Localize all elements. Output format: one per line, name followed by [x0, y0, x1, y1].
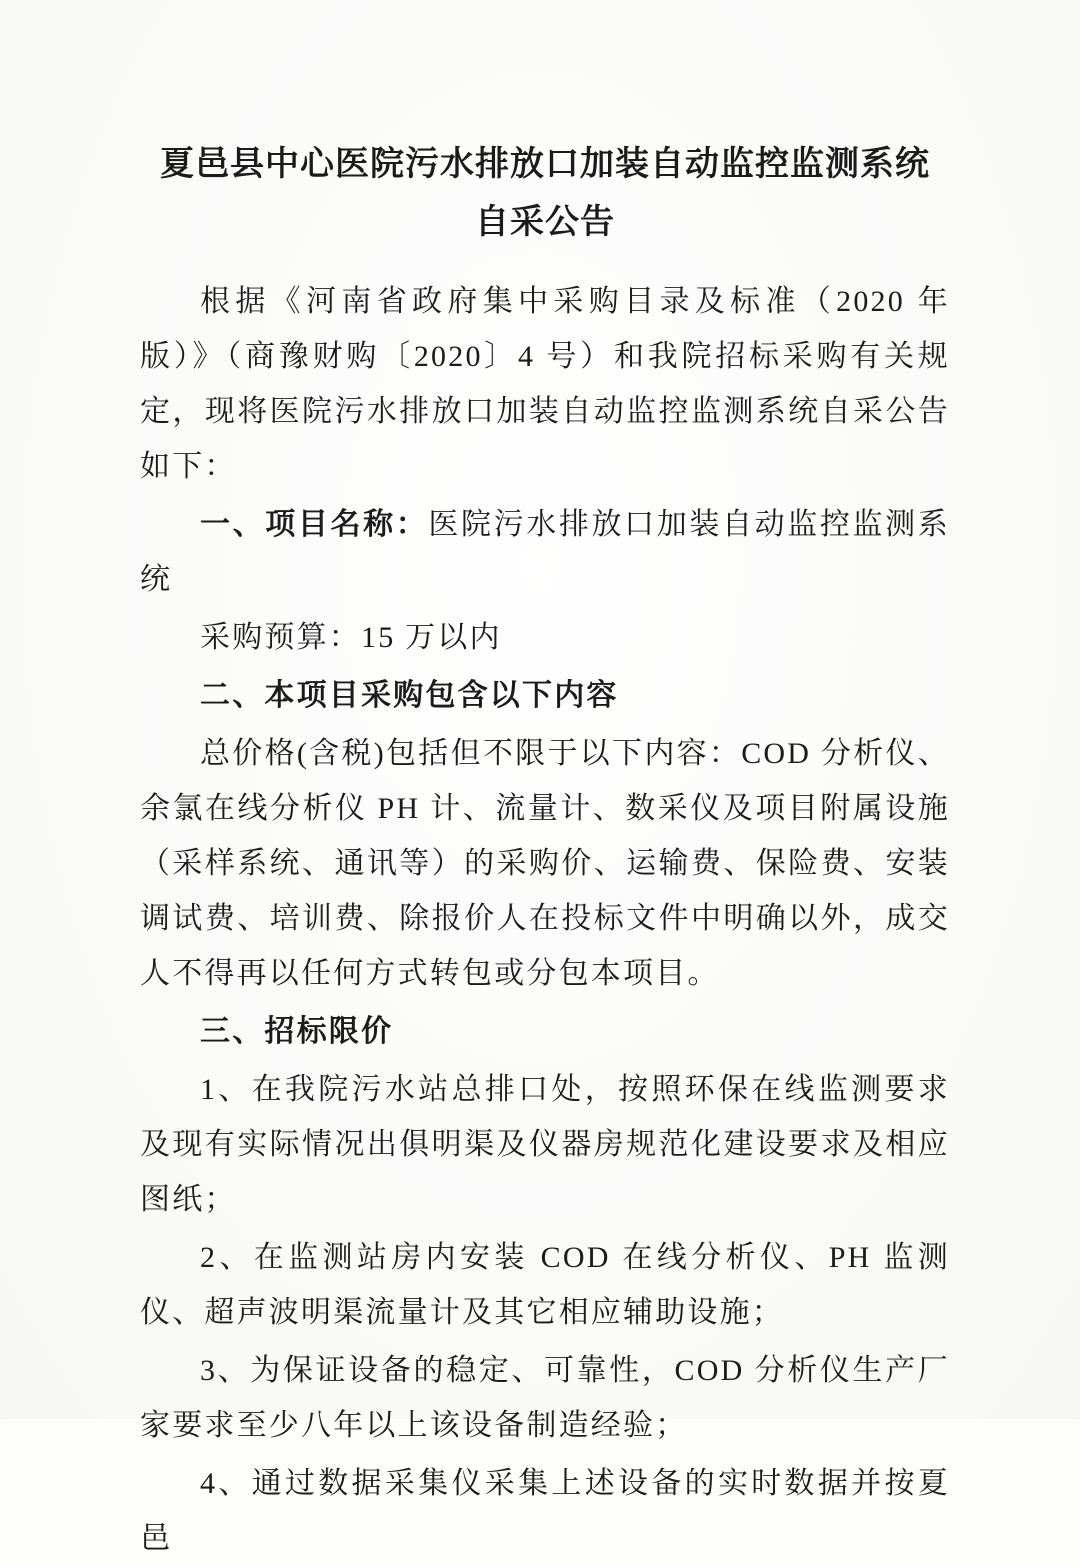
paragraph	[140, 1230, 950, 1340]
paragraph	[140, 1456, 950, 1566]
paragraph-heading-text: 一、项目名称：	[200, 508, 429, 541]
paragraph-text: 4、通过数据采集仪采集上述设备的实时数据并按夏邑	[140, 1467, 950, 1555]
paragraph-text: 1、在我院污水站总排口处，按照环保在线监测要求及现有实际情况出俱明渠及仪器房规范化建设要求及相应图纸；	[140, 1073, 950, 1216]
paragraph	[140, 1004, 950, 1059]
paragraph	[140, 497, 950, 607]
paragraph-text: 医院污水排放口加装自动监控监测系统	[140, 508, 950, 596]
paragraph	[140, 1062, 950, 1227]
paragraph-text: 总价格(含税)包括但不限于以下内容：COD 分析仪、余氯在线分析仪 PH 计、流量计、数采仪及项目附属设施（采样系统、通讯等）的采购价、运输费、保险费、安装调试费、培训费、除报价人在投标文件中明确以外，成交人不得再以任何方式转包或分包本项目。	[140, 737, 950, 990]
paragraph-text: 采购预算：15 万以内	[200, 621, 502, 654]
paragraph	[140, 726, 950, 1001]
document-title-line1: 夏邑县中心医院污水排放口加装自动监控监测系统	[160, 146, 930, 183]
paragraph-heading-text: 二、本项目采购包含以下内容	[200, 679, 619, 712]
paragraph-text: 2、在监测站房内安装 COD 在线分析仪、PH 监测仪、超声波明渠流量计及其它相应辅助设施；	[140, 1241, 950, 1329]
paragraph-heading-text: 三、招标限价	[200, 1015, 394, 1048]
paragraph	[140, 668, 950, 723]
paragraph-text: 根据《河南省政府集中采购目录及标准（2020 年版）》（商豫财购〔2020〕4 号）和我院招标采购有关规定，现将医院污水排放口加装自动监控监测系统自采公告如下：	[140, 285, 950, 483]
paragraph-text: 3、为保证设备的稳定、可靠性，COD 分析仪生产厂家要求至少八年以上该设备制造经验；	[140, 1354, 950, 1442]
paragraph	[140, 610, 950, 665]
paragraph	[140, 1343, 950, 1453]
paragraph	[140, 274, 950, 494]
document-body	[140, 274, 950, 1566]
document-title	[140, 136, 950, 252]
document-title-line2: 自采公告	[475, 204, 615, 241]
